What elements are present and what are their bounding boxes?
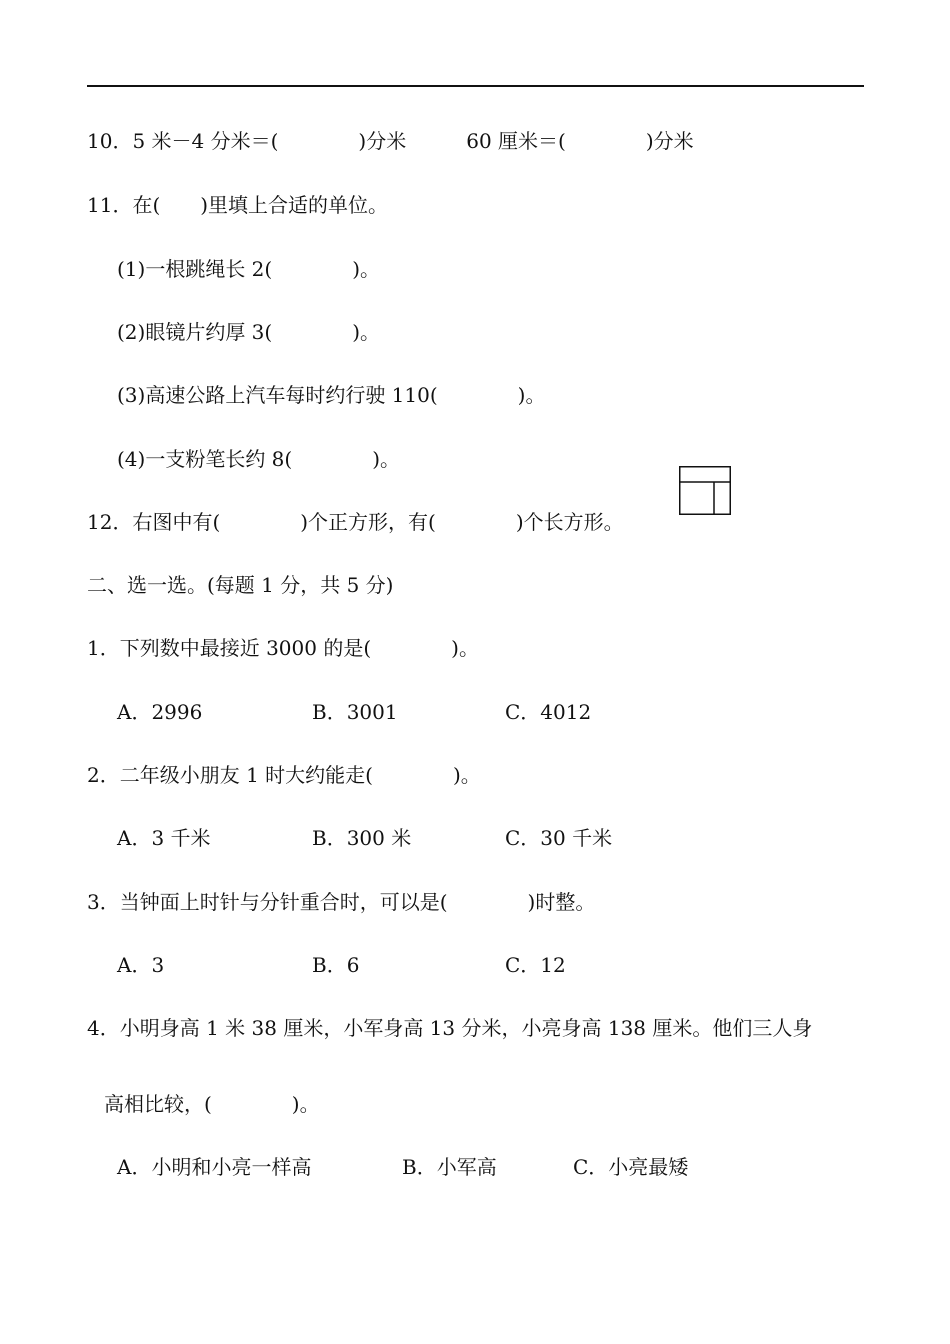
section-2-title: 二、选一选。(每题 1 分，共 5 分) bbox=[87, 573, 394, 597]
mc-4-option-a: A．小明和小亮一样高 bbox=[117, 1155, 312, 1179]
mc-4-stem-continued: 高相比较，( )。 bbox=[104, 1092, 320, 1116]
mc-3-stem: 3．当钟面上时针与分针重合时，可以是( )时整。 bbox=[87, 890, 596, 914]
question-11-stem: 11．在( )里填上合适的单位。 bbox=[87, 193, 389, 217]
mc-1-option-a: A．2996 bbox=[117, 700, 203, 724]
mc-2-option-a: A．3 千米 bbox=[117, 826, 211, 850]
mc-3-option-c: C．12 bbox=[505, 953, 566, 977]
mc-2-option-b: B．300 米 bbox=[312, 826, 412, 850]
grid-figure-icon bbox=[679, 466, 731, 515]
mc-4-stem: 4．小明身高 1 米 38 厘米，小军身高 13 分米，小亮身高 138 厘米。他们三人身 bbox=[87, 1016, 813, 1040]
question-11-item-2: (2)眼镜片约厚 3( )。 bbox=[117, 320, 381, 344]
mc-4-option-c: C．小亮最矮 bbox=[573, 1155, 689, 1179]
question-11-item-4: (4)一支粉笔长约 8( )。 bbox=[117, 447, 401, 471]
question-12: 12．右图中有( )个正方形，有( )个长方形。 bbox=[87, 510, 624, 534]
mc-1-option-b: B．3001 bbox=[312, 700, 398, 724]
question-11-item-1: (1)一根跳绳长 2( )。 bbox=[117, 257, 381, 281]
question-10: 10．5 米－4 分米＝( )分米 60 厘米＝( )分米 bbox=[87, 129, 694, 153]
mc-4-option-b: B．小军高 bbox=[402, 1155, 497, 1179]
mc-1-stem: 1．下列数中最接近 3000 的是( )。 bbox=[87, 636, 479, 660]
mc-1-option-c: C．4012 bbox=[505, 700, 592, 724]
mc-3-option-b: B．6 bbox=[312, 953, 360, 977]
mc-2-option-c: C．30 千米 bbox=[505, 826, 613, 850]
mc-2-stem: 2．二年级小朋友 1 时大约能走( )。 bbox=[87, 763, 481, 787]
question-11-item-3: (3)高速公路上汽车每时约行驶 110( )。 bbox=[117, 383, 546, 407]
header-rule bbox=[87, 85, 864, 87]
mc-3-option-a: A．3 bbox=[117, 953, 165, 977]
